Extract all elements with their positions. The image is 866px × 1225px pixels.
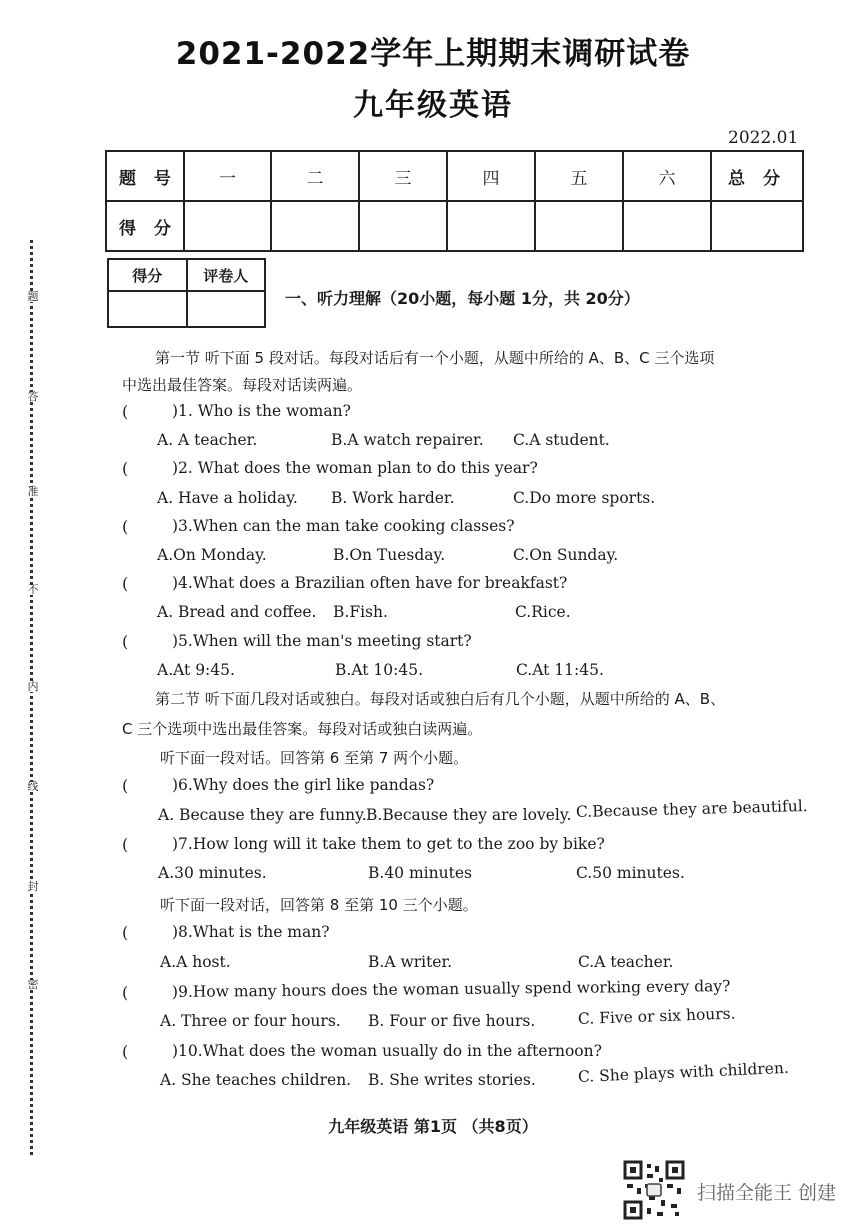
- option-b: B.A watch repairer.: [331, 431, 484, 449]
- score-cell-header: 四: [447, 151, 535, 201]
- option-c: C. Five or six hours.: [577, 1004, 736, 1028]
- margin-char: 封: [27, 880, 39, 893]
- score-table: [105, 150, 804, 252]
- score-cell-blank: [447, 201, 535, 251]
- option-c: C.A teacher.: [578, 953, 674, 971]
- score-cell-blank: [271, 201, 359, 251]
- option-c: C.50 minutes.: [576, 864, 685, 882]
- score-table-header-row: [106, 151, 803, 201]
- margin-char: 不: [27, 583, 39, 596]
- option-a: A. Have a holiday.: [157, 489, 298, 507]
- option-c: C.Rice.: [515, 603, 571, 621]
- score-cell-blank: [359, 201, 447, 251]
- grader-score-blank: [108, 291, 187, 327]
- option-b: B.A writer.: [368, 953, 453, 971]
- option-c: C. She plays with children.: [577, 1058, 790, 1086]
- answer-bracket: (: [122, 835, 129, 854]
- margin-char: 线: [27, 780, 39, 793]
- question-text: )7.How long will it take them to get to the zoo by bike?: [172, 835, 605, 853]
- grader-score-header: 得分: [108, 259, 187, 291]
- question-text: )8.What is the man?: [172, 923, 330, 941]
- margin-char: 密: [27, 978, 39, 991]
- score-cell-blank: [184, 201, 271, 251]
- question-text: )5.When will the man's meeting start?: [172, 632, 472, 650]
- answer-bracket: (: [122, 459, 129, 478]
- margin-char: 内: [27, 680, 39, 693]
- option-a: A. Three or four hours.: [160, 1012, 341, 1030]
- score-cell-blank: [535, 201, 623, 251]
- margin-char: 题: [27, 290, 39, 303]
- option-b: B.Because they are lovely.: [366, 806, 572, 824]
- margin-char: 准: [27, 485, 39, 498]
- scanner-watermark: 扫描全能王 创建: [697, 1182, 837, 1204]
- qr-code-icon: [623, 1160, 685, 1220]
- option-b: B. Four or five hours.: [368, 1012, 536, 1030]
- option-b: B.40 minutes: [368, 864, 472, 882]
- option-a: A. A teacher.: [157, 431, 258, 449]
- option-c: C.A student.: [513, 431, 610, 449]
- binding-dotted-line: [30, 240, 33, 1155]
- question-text: )3.When can the man take cooking classes?: [172, 517, 515, 535]
- option-c: C.On Sunday.: [513, 546, 619, 564]
- answer-bracket: (: [122, 632, 129, 651]
- part1-instruction-line2: 中选出最佳答案。每段对话读两遍。: [122, 376, 363, 394]
- option-a: A.On Monday.: [157, 546, 267, 564]
- option-c: C.Do more sports.: [513, 489, 656, 507]
- part2-instruction-line2: C 三个选项中选出最佳答案。每段对话或独白读两遍。: [122, 720, 483, 738]
- option-b: B.On Tuesday.: [333, 546, 446, 564]
- question-text: )4.What does a Brazilian often have for breakfast?: [172, 574, 568, 592]
- option-b: B. Work harder.: [331, 489, 455, 507]
- option-a: A.A host.: [160, 953, 231, 971]
- option-a: A.At 9:45.: [157, 661, 235, 679]
- score-cell-header: 一: [184, 151, 271, 201]
- score-table-score-row: [106, 201, 803, 251]
- part2-instruction-line1: 第二节 听下面几段对话或独白。每段对话或独白后有几个小题，从题中所给的 A、B、: [155, 690, 726, 708]
- score-cell-header: 六: [623, 151, 711, 201]
- option-a: A. Bread and coffee.: [157, 603, 317, 621]
- option-b: B.Fish.: [333, 603, 388, 621]
- question-text: )6.Why does the girl like pandas?: [172, 776, 435, 794]
- option-b: B.At 10:45.: [335, 661, 423, 679]
- score-cell-blank: [623, 201, 711, 251]
- instruction-q6-7: 听下面一段对话。回答第 6 至第 7 两个小题。: [160, 749, 469, 767]
- question-text: )9.How many hours does the woman usually spend working every day?: [171, 977, 731, 1001]
- grader-name-blank: [187, 291, 266, 327]
- option-a: A. She teaches children.: [160, 1071, 352, 1089]
- answer-bracket: (: [122, 574, 129, 593]
- score-cell-header: 二: [271, 151, 359, 201]
- exam-date: 2022.01: [728, 128, 799, 148]
- section-title: 一、听力理解（20小题，每小题 1分，共 20分）: [285, 289, 640, 308]
- score-cell-header: 总 分: [711, 151, 803, 201]
- answer-bracket: (: [122, 776, 129, 795]
- answer-bracket: (: [122, 402, 129, 421]
- score-cell-label: 题 号: [106, 151, 184, 201]
- answer-bracket: (: [122, 983, 129, 1002]
- score-cell-header: 三: [359, 151, 447, 201]
- option-a: A.30 minutes.: [158, 864, 267, 882]
- question-text: )10.What does the woman usually do in the afternoon?: [172, 1042, 602, 1060]
- margin-char: 答: [27, 390, 39, 403]
- question-text: )1. Who is the woman?: [172, 402, 351, 420]
- option-c: C.Because they are beautiful.: [575, 796, 808, 821]
- option-c: C.At 11:45.: [516, 661, 604, 679]
- answer-bracket: (: [122, 517, 129, 536]
- answer-bracket: (: [122, 1042, 129, 1061]
- page-footer: 九年级英语 第1页 （共8页）: [328, 1117, 538, 1136]
- answer-bracket: (: [122, 923, 129, 942]
- question-text: )2. What does the woman plan to do this year?: [172, 459, 538, 477]
- exam-subtitle: 九年级英语: [353, 88, 513, 123]
- exam-title: 2021-2022学年上期期末调研试卷: [175, 36, 691, 72]
- instruction-q8-10: 听下面一段对话，回答第 8 至第 10 三个小题。: [160, 896, 478, 914]
- grader-name-header: 评卷人: [187, 259, 266, 291]
- option-a: A. Because they are funny.: [158, 806, 367, 824]
- option-b: B. She writes stories.: [368, 1071, 536, 1089]
- part1-instruction-line1: 第一节 听下面 5 段对话。每段对话后有一个小题，从题中所给的 A、B、C 三个选项: [155, 349, 715, 367]
- score-cell-label: 得 分: [106, 201, 184, 251]
- score-cell-header: 五: [535, 151, 623, 201]
- score-cell-blank: [711, 201, 803, 251]
- grader-table: [107, 258, 266, 328]
